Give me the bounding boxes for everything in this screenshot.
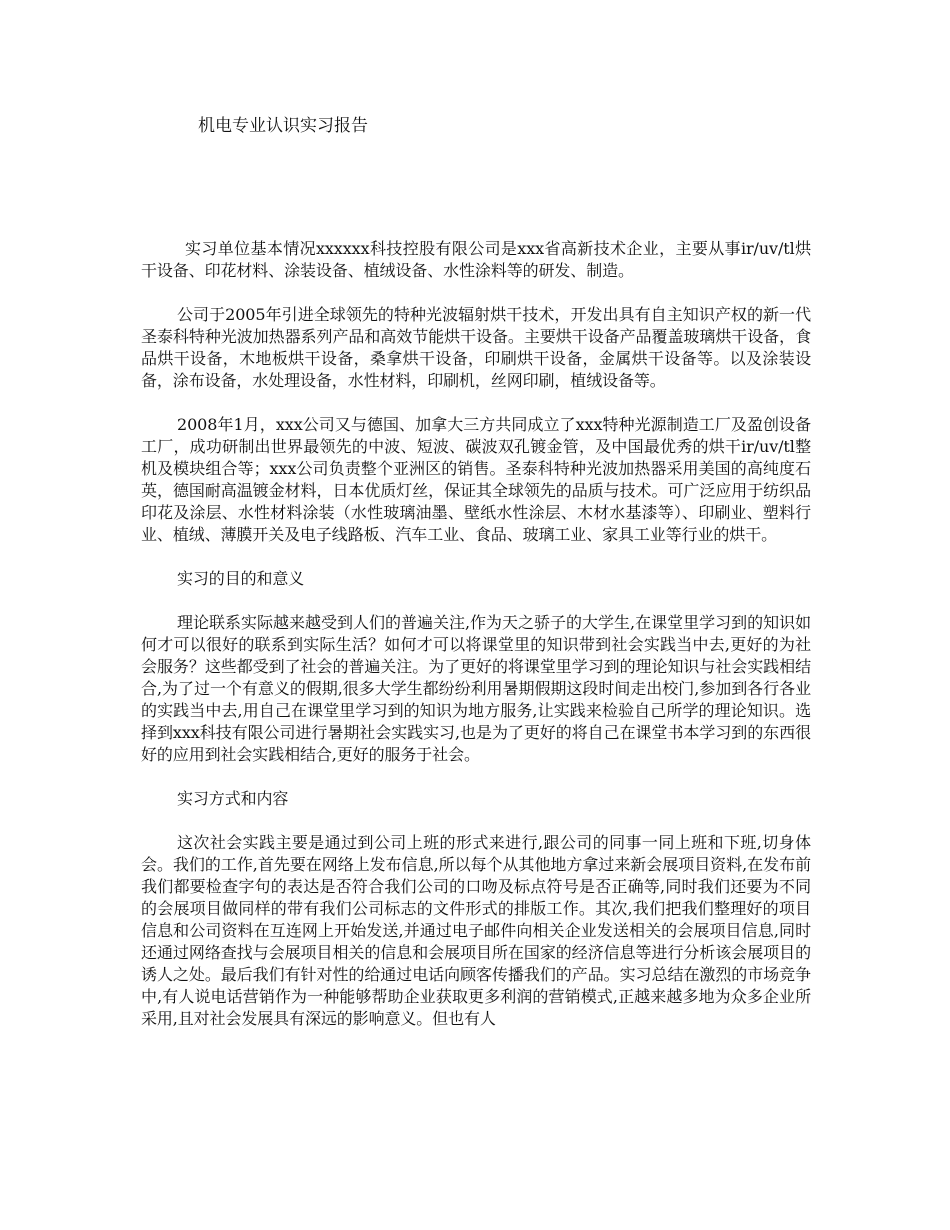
paragraph-purpose: 理论联系实际越来越受到人们的普遍关注,作为天之骄子的大学生,在课堂里学习到的知识如何才可以很好的联系到实际生活？如何才可以将课堂里的知识带到社会实践当中去,更好的为社会服务？这些都受到了社会的普遍关注。为了更好的将课堂里学习到的理论知识与社会实践相结合,为了过一个有意义的假期,很多大学生都纷纷利用暑期假期这段时间走出校门,参加到各行各业的实践当中去,用自己在课堂里学习到的知识为地方服务,让实践来检验自己所学的理论知识。选择到xxx科技有限公司进行暑期社会实践实习,也是为了更好的将自己在课堂书本学习到的东西很好的应用到社会实践相结合,更好的服务于社会。 — [141, 613, 811, 764]
section-heading-method: 实习方式和内容 — [177, 789, 289, 808]
section-heading-purpose: 实习的目的和意义 — [177, 569, 305, 588]
document-body — [141, 238, 811, 1052]
document-title: 机电专业认识实习报告 — [198, 116, 368, 136]
paragraph-joint-venture: 2008年1月，xxx公司又与德国、加拿大三方共同成立了xxx特种光源制造工厂及盈创设备工厂，成功研制出世界最领先的中波、短波、碳波双孔镀金管，及中国最优秀的烘干ir/uv/tl整机及模块组合等；xxx公司负责整个亚洲区的销售。圣泰科特种光波加热器采用美国的高纯度石英，德国耐高温镀金材料，日本优质灯丝，保证其全球领先的品质与技术。可广泛应用于纺织品印花及涂层、水性材料涂装（水性玻璃油墨、壁纸水性涂层、木材水基漆等）、印刷业、塑料行业、植绒、薄膜开关及电子线路板、汽车工业、食品、玻璃工业、家具工业等行业的烘干。 — [141, 415, 811, 544]
paragraph-company-overview: 实习单位基本情况xxxxxx科技控股有限公司是xxx省高新技术企业，主要从事ir/uv/tl烘干设备、印花材料、涂装设备、植绒设备、水性涂料等的研发、制造。 — [141, 239, 811, 280]
paragraph-method: 这次社会实践主要是通过到公司上班的形式来进行,跟公司的同事一同上班和下班,切身体会。我们的工作,首先要在网络上发布信息,所以每个从其他地方拿过来新会展项目资料,在发布前我们都要检查字句的表达是否符合我们公司的口吻及标点符号是否正确等,同时我们还要为不同的会展项目做同样的带有我们公司标志的文件形式的排版工作。其次,我们把我们整理好的项目信息和公司资料在互连网上开始发送,并通过电子邮件向相关企业发送相关的会展项目信息,同时还通过网络查找与会展项目相关的信息和会展项目所在国家的经济信息等进行分析该会展项目的诱人之处。最后我们有针对性的给通过电话向顾客传播我们的产品。实习总结在激烈的市场竞争中,有人说电话营销作为一种能够帮助企业获取更多利润的营销模式,正越来越多地为众多企业所采用,且对社会发展具有深远的影响意义。但也有人 — [141, 833, 811, 1028]
paragraph-technology-intro: 公司于2005年引进全球领先的特种光波辐射烘干技术，开发出具有自主知识产权的新一代圣泰科特种光波加热器系列产品和高效节能烘干设备。主要烘干设备产品覆盖玻璃烘干设备，食品烘干设备，木地板烘干设备，桑拿烘干设备，印刷烘干设备，金属烘干设备等。以及涂装设备，涂布设备，水处理设备，水性材料，印刷机，丝网印刷，植绒设备等。 — [141, 305, 811, 390]
